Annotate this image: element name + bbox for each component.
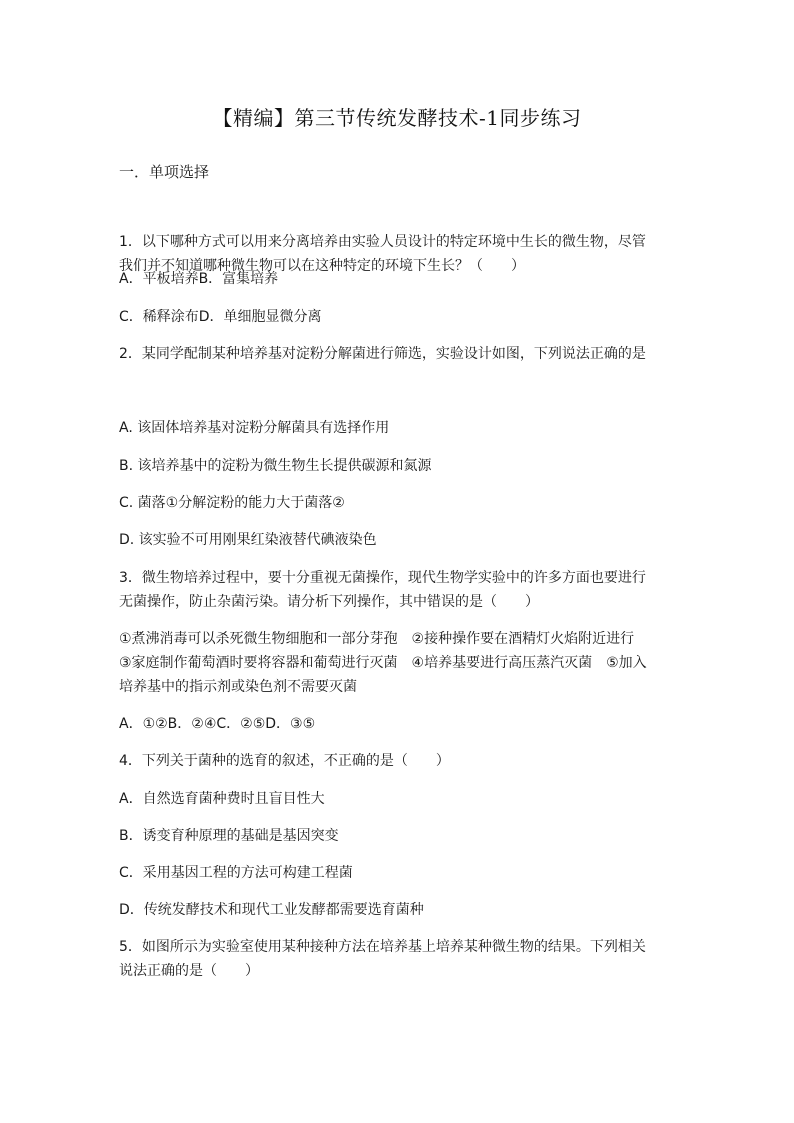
question-1-option-row: A．平板培养B．富集培养 xyxy=(119,271,279,287)
question-3-stem-line: 无菌操作，防止杂菌污染。请分析下列操作，其中错误的是（ ） xyxy=(119,594,539,610)
question-2-option: B. 该培养基中的淀粉为微生物生长提供碳源和氮源 xyxy=(119,458,432,474)
question-3-option-row: A．①②B．②④C．②⑤D．③⑤ xyxy=(119,716,316,732)
section-heading: 一．单项选择 xyxy=(119,163,210,181)
question-5-stem-line: 5．如图所示为实验室使用某种接种方法在培养基上培养某种微生物的结果。下列相关 xyxy=(119,939,646,955)
question-4-option: B．诱变育种原理的基础是基因突变 xyxy=(119,828,339,844)
question-1-stem-line: 1．以下哪种方式可以用来分离培养由实验人员设计的特定环境中生长的微生物，尽管 xyxy=(119,234,646,250)
question-4-option: D．传统发酵技术和现代工业发酵都需要选育菌种 xyxy=(119,902,424,918)
question-2-option: A. 该固体培养基对淀粉分解菌具有选择作用 xyxy=(119,420,390,436)
question-5-stem-line: 说法正确的是（ ） xyxy=(119,963,259,979)
question-3-stem xyxy=(119,566,679,614)
question-3-stem-line: 3．微生物培养过程中，要十分重视无菌操作，现代生物学实验中的许多方面也要进行 xyxy=(119,570,646,586)
question-4-option: A．自然选育菌种费时且盲目性大 xyxy=(119,791,325,807)
question-5-stem xyxy=(119,935,679,983)
question-3-statement-line: ①煮沸消毒可以杀死微生物细胞和一部分芽孢 ②接种操作要在酒精灯火焰附近进行 xyxy=(119,631,635,647)
question-1-option-row: C．稀释涂布D．单细胞显微分离 xyxy=(119,309,322,325)
question-2-stem: 2．某同学配制某种培养基对淀粉分解菌进行筛选，实验设计如图，下列说法正确的是 xyxy=(119,346,646,362)
question-2-option: D. 该实验不可用刚果红染液替代碘液染色 xyxy=(119,532,377,548)
question-3-statement-line: 培养基中的指示剂或染色剂不需要灭菌 xyxy=(119,679,357,695)
question-1-stem-line: 我们并不知道哪种微生物可以在这种特定的环境下生长？（ ） xyxy=(119,258,525,274)
question-3-statements xyxy=(119,627,679,699)
question-4-option: C．采用基因工程的方法可构建工程菌 xyxy=(119,865,353,881)
question-2-option: C. 菌落①分解淀粉的能力大于菌落② xyxy=(119,495,345,511)
question-4-stem: 4．下列关于菌种的选育的叙述，不正确的是（ ） xyxy=(119,753,450,769)
document-title: 【精编】第三节传统发酵技术-1同步练习 xyxy=(212,106,582,130)
question-3-statement-line: ③家庭制作葡萄酒时要将容器和葡萄进行灭菌 ④培养基要进行高压蒸汽灭菌 ⑤加入 xyxy=(119,655,647,671)
